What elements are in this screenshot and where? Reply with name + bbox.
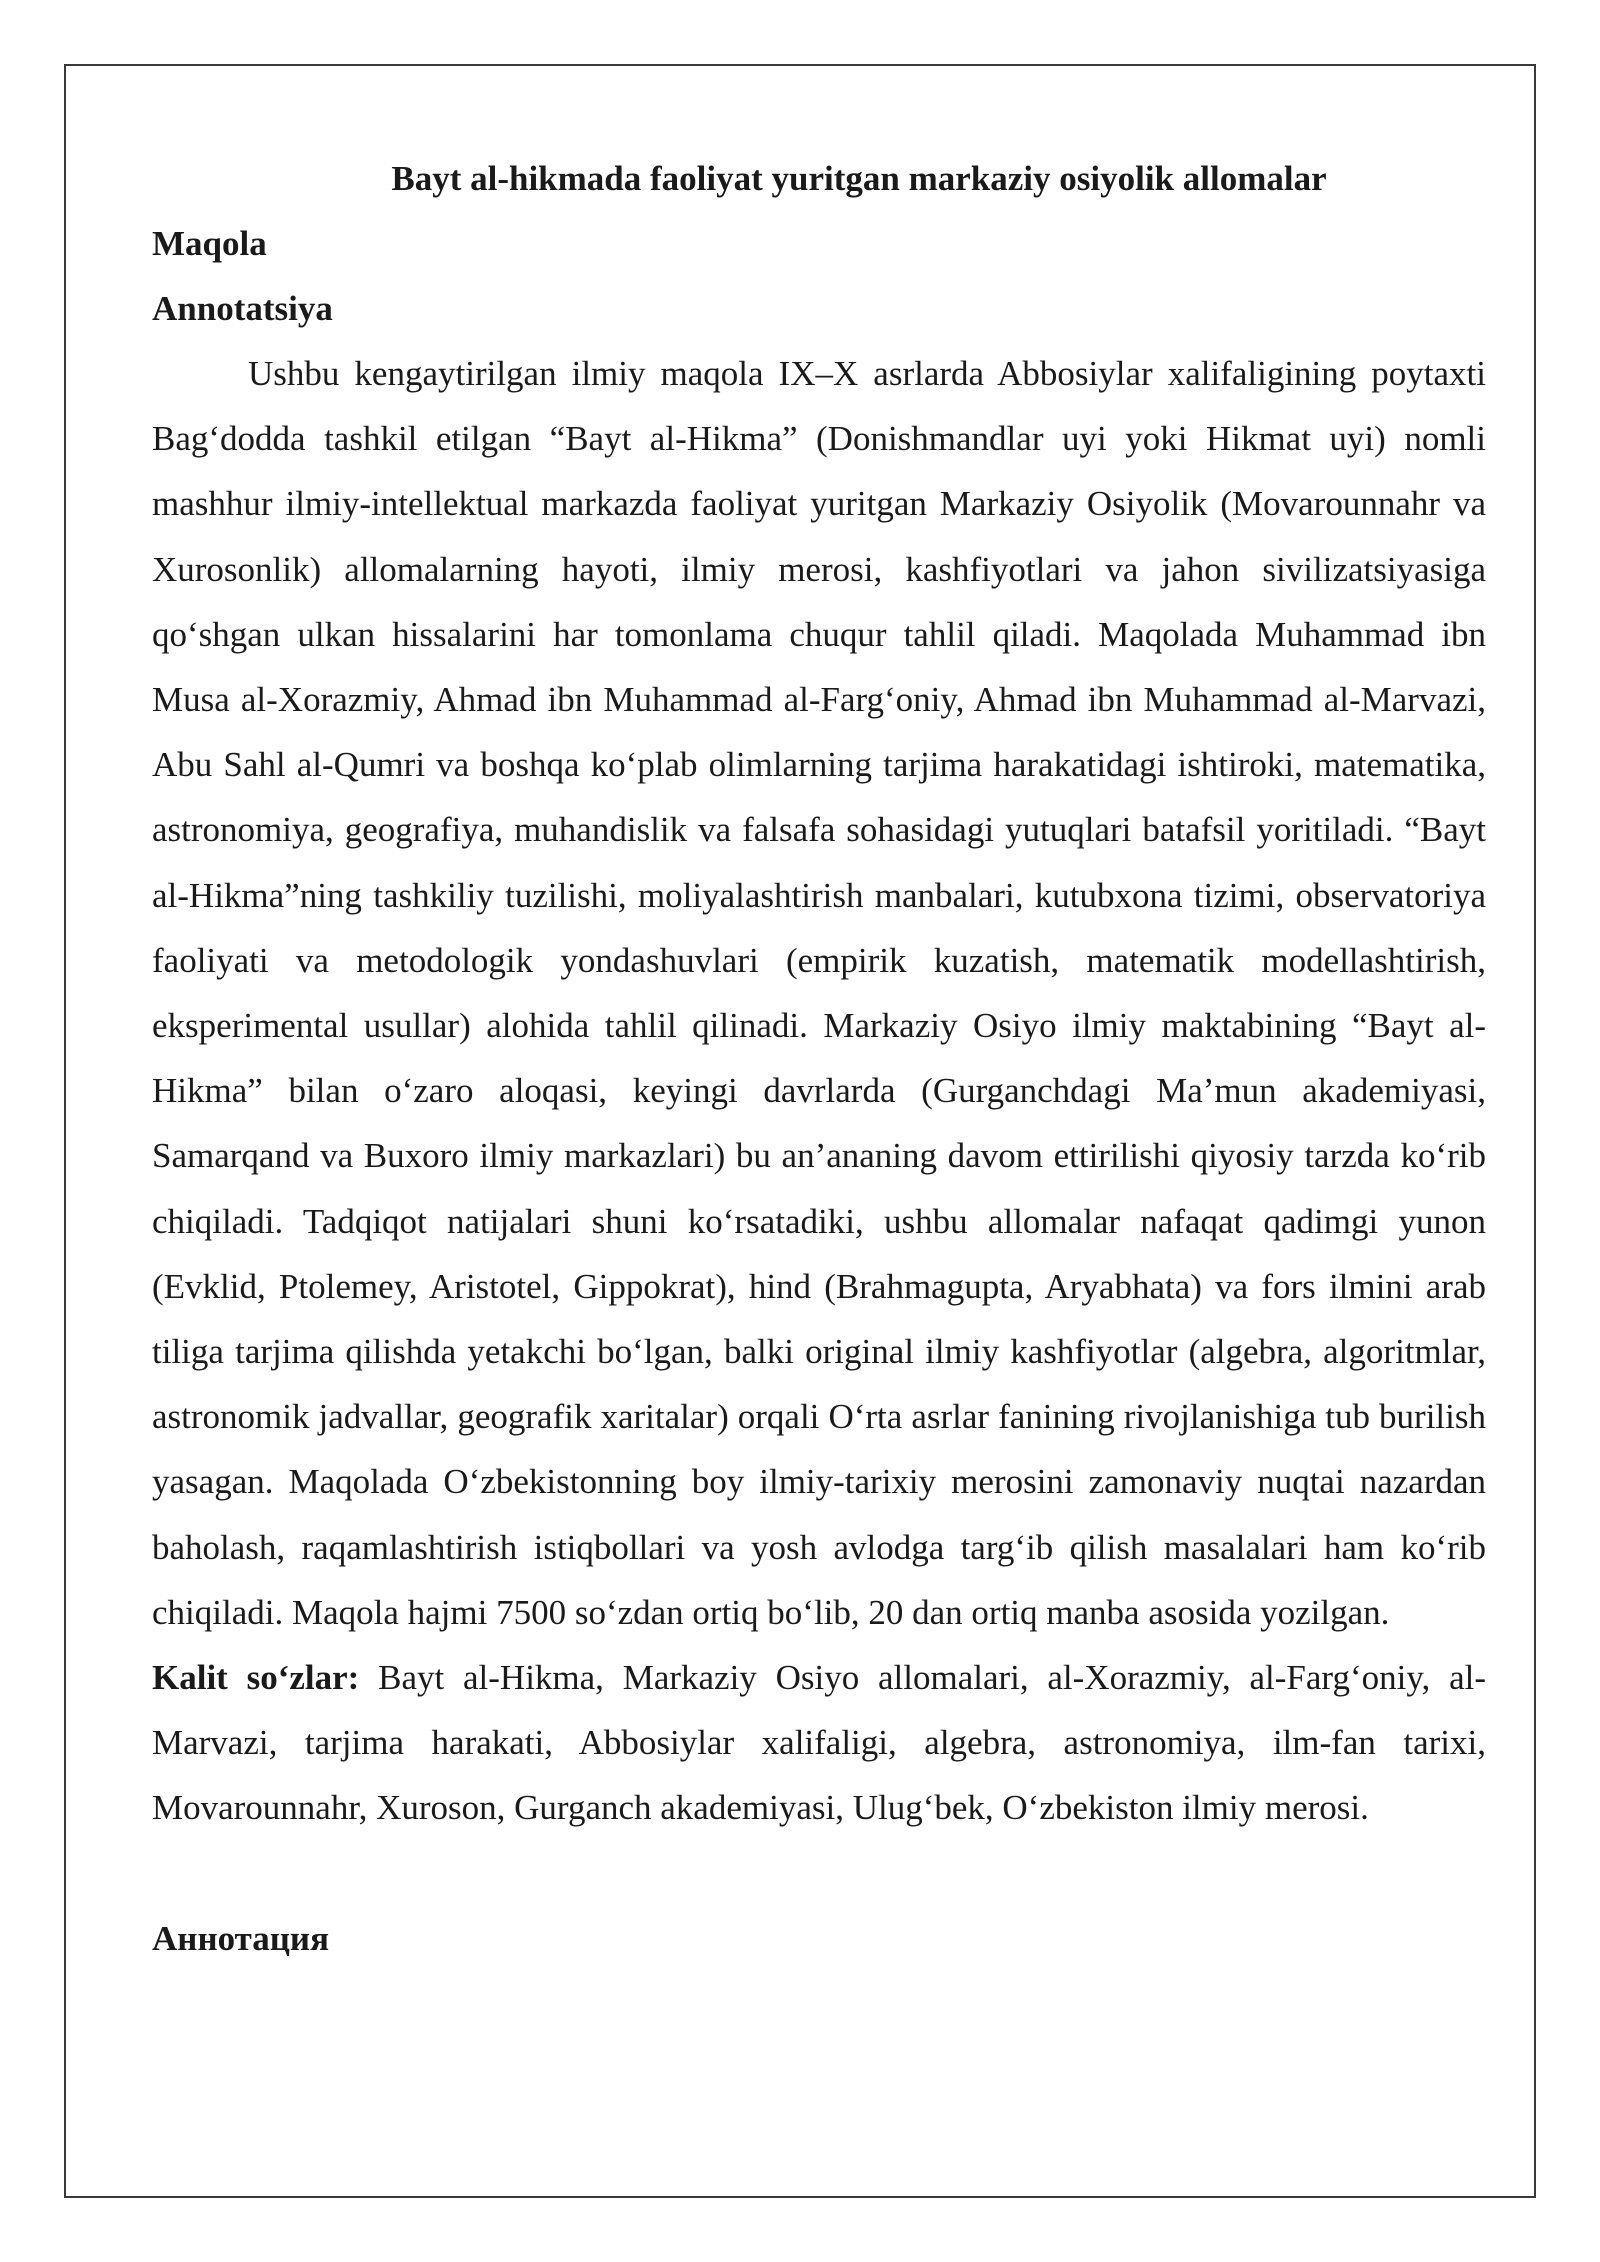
keywords-text: Bayt al-Hikma, Markaziy Osiyo allomalari, al-Xorazmiy, al-Farg‘oniy, al-Marvazi, tarjima harakati, Abbosiylar xalifaligi, algebra, astronomiya, ilm-fan tarixi, Movarounnahr, Xuroson, Gurganch akademiyasi, Ulug‘bek, O‘zbekiston ilmiy merosi.	[152, 1658, 1486, 1828]
document-body	[152, 146, 1486, 1971]
abstract-paragraph: Ushbu kengaytirilgan ilmiy maqola IX–X asrlarda Abbosiylar xalifaligining poytaxti Bag‘dodda tashkil etilgan “Bayt al-Hikma” (Donishmandlar uyi yoki Hikmat uyi) nomli mashhur ilmiy-intellektual markazda faoliyat yuritgan Markaziy Osiyolik (Movarounnahr va Xurosonlik) allomalarning hayoti, ilmiy merosi, kashfiyotlari va jahon sivilizatsiyasiga qo‘shgan ulkan hissalarini har tomonlama chuqur tahlil qiladi. Maqolada Muhammad ibn Musa al-Xorazmiy, Ahmad ibn Muhammad al-Farg‘oniy, Ahmad ibn Muhammad al-Marvazi, Abu Sahl al-Qumri va boshqa ko‘plab olimlarning tarjima harakatidagi ishtiroki, matematika, astronomiya, geografiya, muhandislik va falsafa sohasidagi yutuqlari batafsil yoritiladi. “Bayt al-Hikma”ning tashkiliy tuzilishi, moliyalashtirish manbalari, kutubxona tizimi, observatoriya faoliyati va metodologik yondashuvlari (empirik kuzatish, matematik modellashtirish, eksperimental usullar) alohida tahlil qilinadi. Markaziy Osiyo ilmiy maktabining “Bayt al-Hikma” bilan o‘zaro aloqasi, keyingi davrlarda (Gurganchdagi Ma’mun akademiyasi, Samarqand va Buxoro ilmiy markazlari) bu an’ananing davom ettirilishi qiyosiy tarzda ko‘rib chiqiladi. Tadqiqot natijalari shuni ko‘rsatadiki, ushbu allomalar nafaqat qadimgi yunon (Evklid, Ptolemey, Aristotel, Gippokrat), hind (Brahmagupta, Aryabhata) va fors ilmini arab tiliga tarjima qilishda yetakchi bo‘lgan, balki original ilmiy kashfiyotlar (algebra, algoritmlar, astronomik jadvallar, geografik xaritalar) orqali O‘rta asrlar fanining rivojlanishiga tub burilish yasagan. Maqolada O‘zbekistonning boy ilmiy-tarixiy merosini zamonaviy nuqtai nazardan baholash, raqamlashtirish istiqbollari va yosh avlodga targ‘ib qilish masalalari ham ko‘rib chiqiladi. Maqola hajmi 7500 so‘zdan ortiq bo‘lib, 20 dan ortiq manba asosida yozilgan.	[152, 354, 1486, 1632]
keywords-label: Kalit so‘zlar:	[152, 1658, 360, 1698]
russian-abstract-heading: Аннотация	[152, 1918, 330, 1958]
abstract-heading: Annotatsiya	[152, 289, 333, 328]
document-title: Bayt al-hikmada faoliyat yuritgan markaziy osiyolik allomalar	[391, 159, 1327, 198]
blank-line	[152, 1841, 1486, 1906]
section-label: Maqola	[152, 224, 267, 263]
keywords-paragraph	[152, 1645, 1486, 1841]
